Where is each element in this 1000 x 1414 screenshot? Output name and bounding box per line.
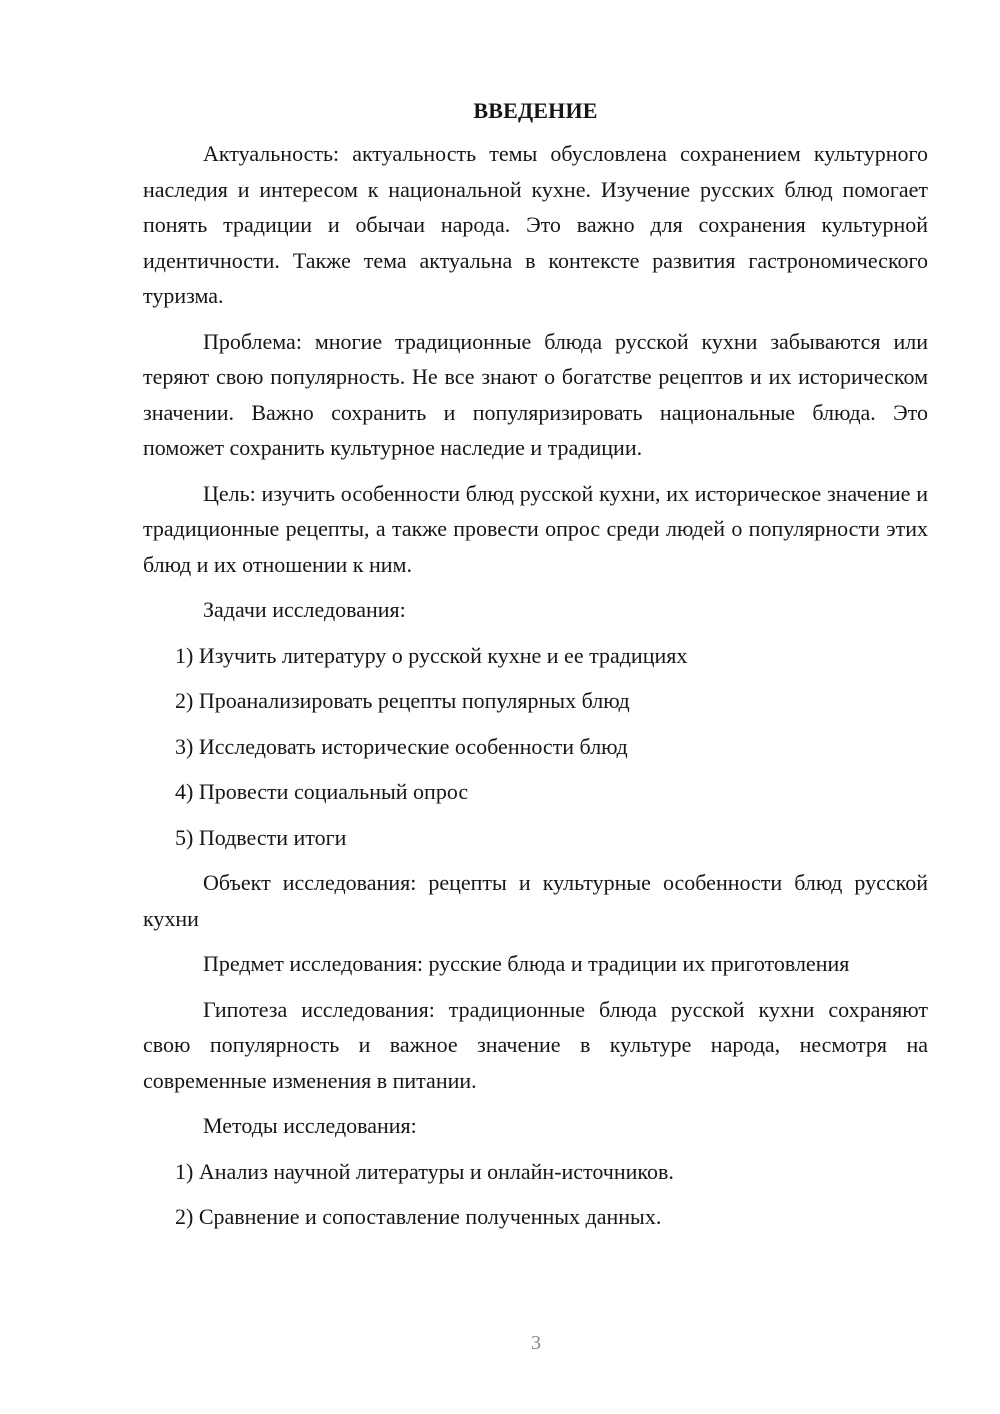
- methods-heading: Методы исследования:: [203, 1113, 417, 1138]
- object-paragraph: Объект исследования: рецепты и культурные особенности блюд русской кухни: [143, 870, 928, 931]
- page-number: 3: [531, 1332, 541, 1354]
- tasks-list: [143, 638, 928, 856]
- task-item: 2) Проанализировать рецепты популярных блюд: [175, 688, 630, 713]
- method-item: 2) Сравнение и сопоставление полученных данных.: [175, 1204, 662, 1229]
- section-title: ВВЕДЕНИЕ: [473, 98, 598, 123]
- goal-paragraph: Цель: изучить особенности блюд русской кухни, их историческое значение и традиционные рецепты, а также провести опрос среди людей о популярности этих блюд и их отношении к ним.: [143, 480, 928, 577]
- tasks-heading: Задачи исследования:: [203, 597, 406, 622]
- method-item: 1) Анализ научной литературы и онлайн-источников.: [175, 1158, 674, 1184]
- task-item: 3) Исследовать исторические особенности блюд: [175, 733, 628, 759]
- relevance-paragraph: Актуальность: актуальность темы обусловлена сохранением культурного наследия и интересом к национальной кухне. Изучение русских блюд помогает понять традиции и обычаи народа. Это важно для сохранения культурной идентичности. Также тема актуальна в контексте развития гастрономического туризма.: [143, 141, 928, 308]
- hypothesis-paragraph: Гипотеза исследования: традиционные блюда русской кухни сохраняют свою популярность и важное значение в культуре народа, несмотря на современные изменения в питании.: [143, 996, 928, 1093]
- document-page: [143, 96, 928, 1245]
- task-item: 5) Подвести итоги: [175, 824, 347, 850]
- methods-list: [143, 1154, 928, 1235]
- task-item: 1) Изучить литературу о русской кухне и ее традициях: [175, 642, 688, 668]
- problem-paragraph: Проблема: многие традиционные блюда русской кухни забываются или теряют свою популярность. Не все знают о богатстве рецептов и их историческом значении. Важно сохранить и популяризировать национальные блюда. Это поможет сохранить культурное наследие и традиции.: [143, 328, 928, 460]
- task-item: 4) Провести социальный опрос: [175, 779, 469, 804]
- subject-paragraph: Предмет исследования: русские блюда и традиции их приготовления: [203, 951, 850, 976]
